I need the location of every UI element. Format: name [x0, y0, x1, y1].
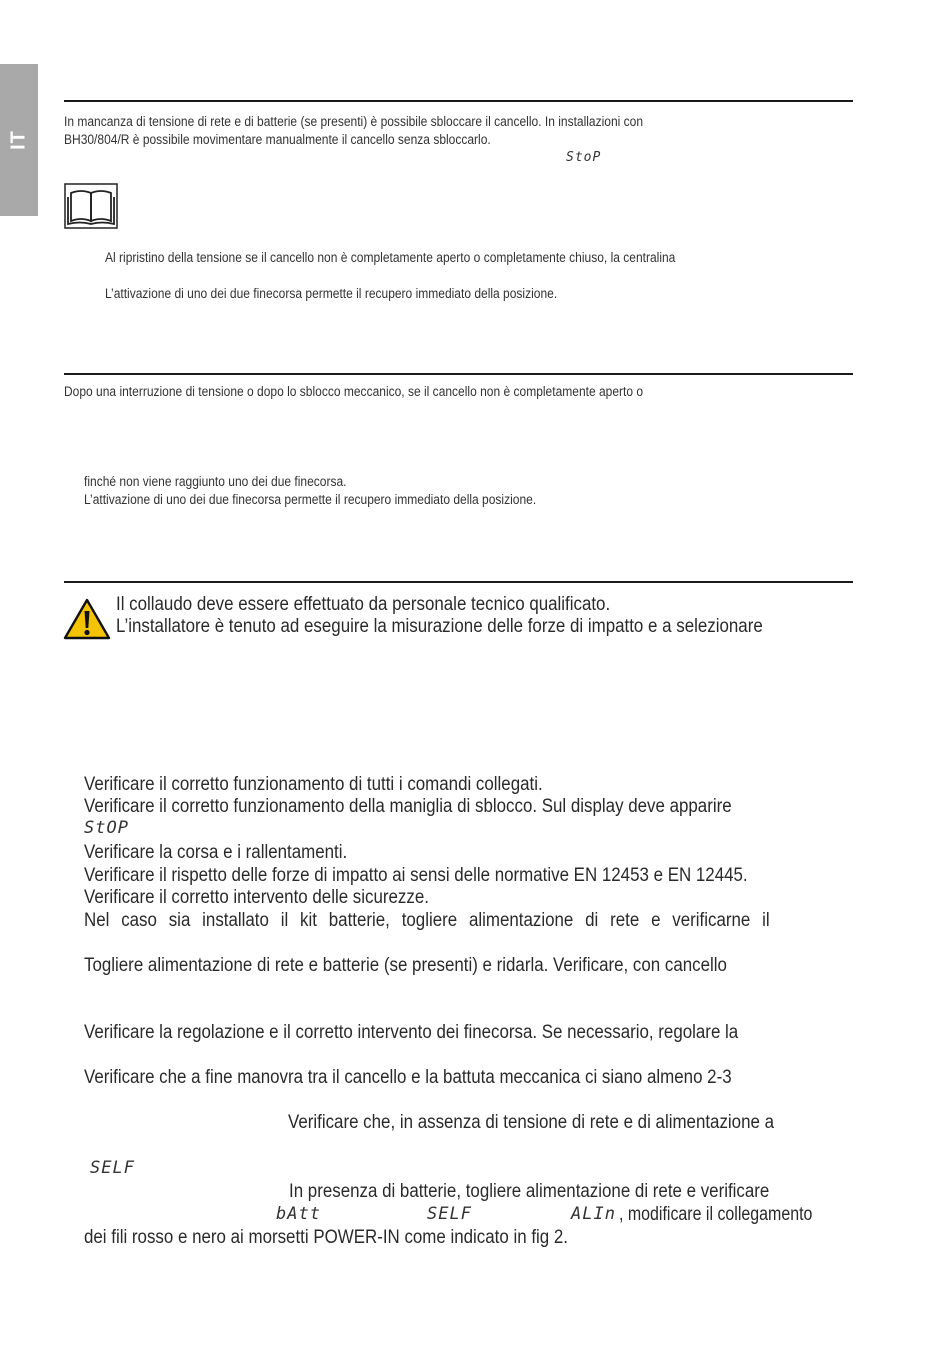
- section2-line2: finché non viene raggiunto uno dei due finecorsa.: [84, 474, 347, 489]
- check-item-12-text: , modificare il collegamento: [619, 1204, 813, 1225]
- check-item-13: dei fili rosso e nero ai morsetti POWER-IN come indicato in fig 2.: [84, 1227, 568, 1248]
- display-code-self: SELF: [90, 1158, 135, 1178]
- section2-line3: L’attivazione di uno dei due finecorsa permette il recupero immediato della posizione.: [84, 492, 537, 507]
- section-divider-3: [64, 581, 853, 583]
- check-item-11: In presenza di batterie, togliere alimentazione di rete e verificare: [289, 1181, 770, 1202]
- check-item-4: Verificare il rispetto delle forze di impatto ai sensi delle normative EN 12453 e EN 12445.: [84, 865, 748, 886]
- display-code-batt: bAtt: [276, 1204, 321, 1224]
- display-code-stop-2: StOP: [84, 818, 129, 838]
- section-divider-1: [64, 100, 853, 102]
- check-item-5: Verificare il corretto intervento delle sicurezze.: [84, 887, 429, 908]
- warning-icon: [63, 598, 111, 640]
- manual-book-icon: [64, 183, 118, 229]
- display-code-alin: ALIn: [571, 1204, 616, 1224]
- warning-line2: L’installatore è tenuto ad eseguire la misurazione delle forze di impatto e a selezionare: [116, 616, 763, 637]
- language-tab: [0, 64, 38, 216]
- check-item-3: Verificare la corsa e i rallentamenti.: [84, 842, 348, 863]
- check-item-2: Verificare il corretto funzionamento della maniglia di sblocco. Sul display deve apparire: [84, 796, 732, 817]
- check-item-8: Verificare la regolazione e il corretto intervento dei finecorsa. Se necessario, regolare la: [84, 1022, 739, 1043]
- check-item-9: Verificare che a fine manovra tra il cancello e la battuta meccanica ci siano almeno 2-3: [84, 1067, 732, 1088]
- section1-note-line2: L’attivazione di uno dei due finecorsa permette il recupero immediato della posizione.: [105, 286, 558, 301]
- section2-line1: Dopo una interruzione di tensione o dopo lo sblocco meccanico, se il cancello non è completamente aperto o: [64, 384, 644, 399]
- check-item-6: Nel caso sia installato il kit batterie, togliere alimentazione di rete e verificarne il: [84, 910, 770, 931]
- check-item-7: Togliere alimentazione di rete e batterie (se presenti) e ridarla. Verificare, con cancello: [84, 955, 727, 976]
- section-divider-2: [64, 373, 853, 375]
- check-item-10: Verificare che, in assenza di tensione di rete e di alimentazione a: [288, 1112, 774, 1133]
- display-code-self-2: SELF: [427, 1204, 472, 1224]
- check-item-1: Verificare il corretto funzionamento di tutti i comandi collegati.: [84, 774, 543, 795]
- section1-paragraph-line2: BH30/804/R è possibile movimentare manualmente il cancello senza sbloccarlo.: [64, 132, 491, 147]
- warning-line1: Il collaudo deve essere effettuato da personale tecnico qualificato.: [116, 594, 611, 615]
- language-tab-label: IT: [7, 130, 30, 150]
- display-code-stop: StoP: [566, 150, 602, 165]
- section1-note-line1: Al ripristino della tensione se il cancello non è completamente aperto o completamente chiuso, la centralina: [105, 250, 676, 265]
- section1-paragraph-line1: In mancanza di tensione di rete e di batterie (se presenti) è possibile sbloccare il cancello. In installazioni con: [64, 114, 644, 129]
